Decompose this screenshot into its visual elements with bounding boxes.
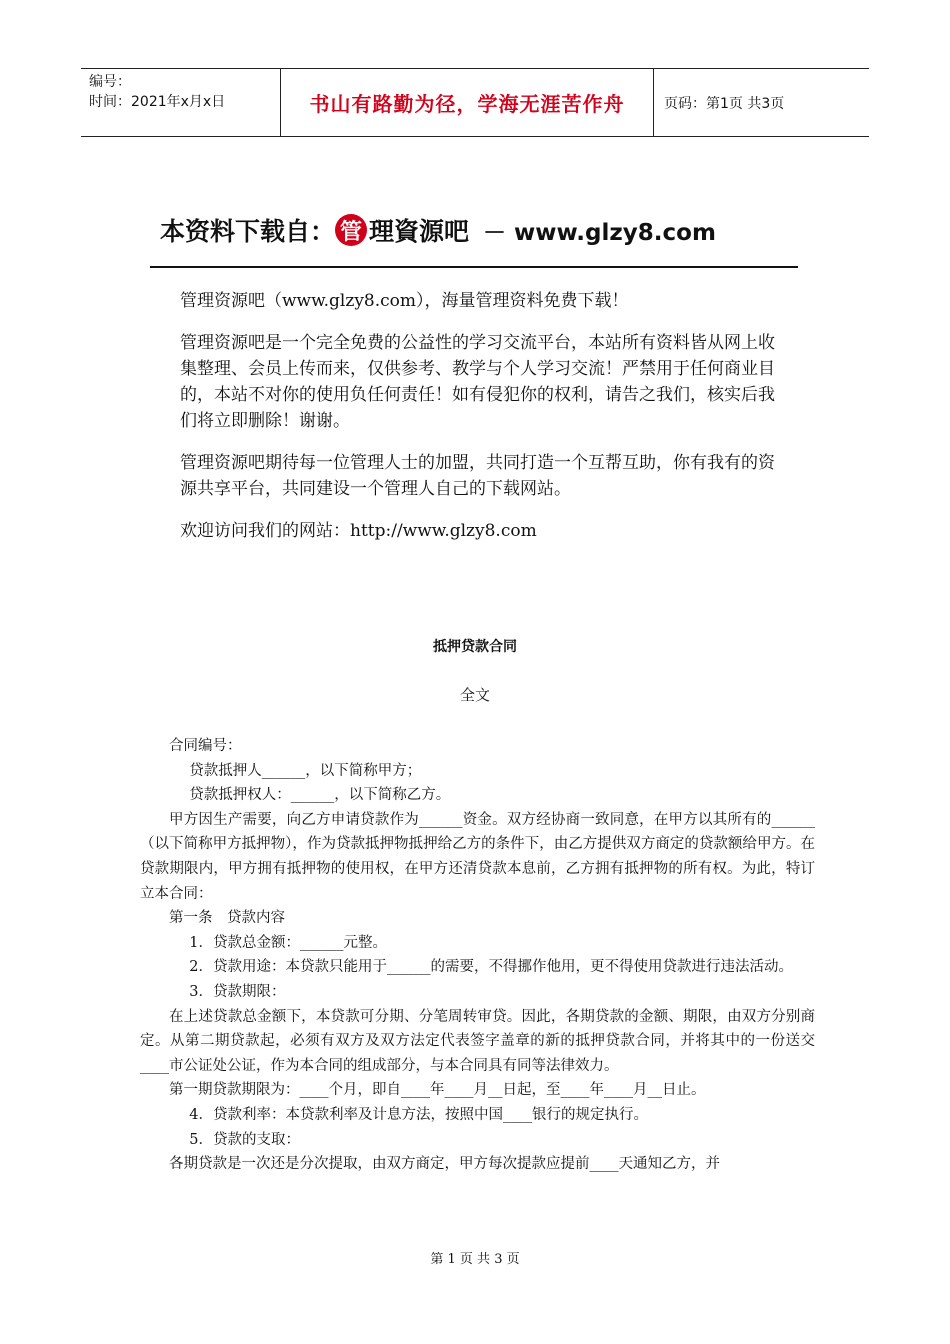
document-subtitle: 全文 xyxy=(459,686,490,704)
banner-prefix: 本资料下载自： xyxy=(160,217,336,246)
header-motto: 书山有路勤为径，学海无涯苦作舟 xyxy=(281,69,654,136)
page-footer: 第 1 页 共 3 页 xyxy=(430,1252,520,1267)
banner-divider xyxy=(150,266,798,268)
clause: 4．贷款利率：本贷款利率及计息方法，按照中国____银行的规定执行。 xyxy=(189,1106,649,1123)
intro-website-link[interactable]: 欢迎访问我们的网站：http://www.glzy8.com xyxy=(180,521,537,541)
intro-paragraph: 管理资源吧（www.glzy8.com），海量管理资料免费下载！ xyxy=(180,291,629,311)
page-header xyxy=(81,68,869,137)
intro-paragraph: 管理资源吧是一个完全免费的公益性的学习交流平台，本站所有资料皆从网上收集整理、会员上传而来，仅供参考、教学与个人学习交流！严禁用于任何商业目的，本站不对你的使用负任何责任！如有侵犯你的权利，请告之我们，核实后我们将立即删除！谢谢。 xyxy=(180,333,775,431)
clause: 1．贷款总金额：______元整。 xyxy=(189,934,388,951)
download-banner xyxy=(160,210,800,250)
document-title: 抵押贷款合同 xyxy=(433,639,517,655)
banner-url[interactable]: － www.glzy8.com xyxy=(483,219,716,246)
preamble: 甲方因生产需要，向乙方申请贷款作为______资金。双方经协商一致同意，在甲方以其所有的______（以下简称甲方抵押物），作为贷款抵押物抵押给乙方的条件下，由乙方提供双方商定的贷款额给甲方。在贷款期限内，甲方拥有抵押物的使用权，在甲方还清贷款本息前，乙方拥有抵押物的所有权。为此，特订立本合同： xyxy=(140,811,815,902)
header-number: 编号： xyxy=(89,74,131,90)
party-b: 贷款抵押权人：______，以下简称乙方。 xyxy=(189,787,451,804)
site-intro xyxy=(180,288,780,560)
party-a: 贷款抵押人______，以下简称甲方； xyxy=(189,762,422,779)
clause: 在上述贷款总金额下，本贷款可分期、分笔周转审贷。因此，各期贷款的金额、期限，由双方分别商定。从第二期贷款起，必须有双方及双方法定代表签字盖章的新的抵押贷款合同，并将其中的一份送交____市公证处公证，作为本合同的组成部分，与本合同具有同等法律效力。 xyxy=(140,1008,815,1074)
clause: 第一期贷款期限为：____个月，即自____年____月__日起，至____年____月__日止。 xyxy=(169,1082,706,1099)
banner-site-name: 理資源吧 xyxy=(369,217,470,246)
site-logo-icon: 管 xyxy=(335,214,367,246)
clause: 5．贷款的支取： xyxy=(189,1131,301,1148)
document-body xyxy=(140,734,815,1177)
header-page-info: 页码：第1页 共3页 xyxy=(664,95,785,112)
intro-paragraph: 管理资源吧期待每一位管理人士的加盟，共同打造一个互帮互助，你有我有的资源共享平台，共同建设一个管理人自己的下载网站。 xyxy=(180,453,775,499)
header-date: 时间：2021年x月x日 xyxy=(89,94,226,110)
clause: 2．贷款用途：本贷款只能用于______的需要，不得挪作他用，更不得使用贷款进行违法活动。 xyxy=(189,959,794,976)
clause: 各期贷款是一次还是分次提取，由双方商定，甲方每次提款应提前____天通知乙方，并 xyxy=(169,1156,720,1173)
article-heading: 第一条 贷款内容 xyxy=(169,910,285,927)
header-meta xyxy=(81,69,281,136)
contract-number: 合同编号： xyxy=(169,738,242,754)
clause: 3．贷款期限： xyxy=(189,983,286,1000)
